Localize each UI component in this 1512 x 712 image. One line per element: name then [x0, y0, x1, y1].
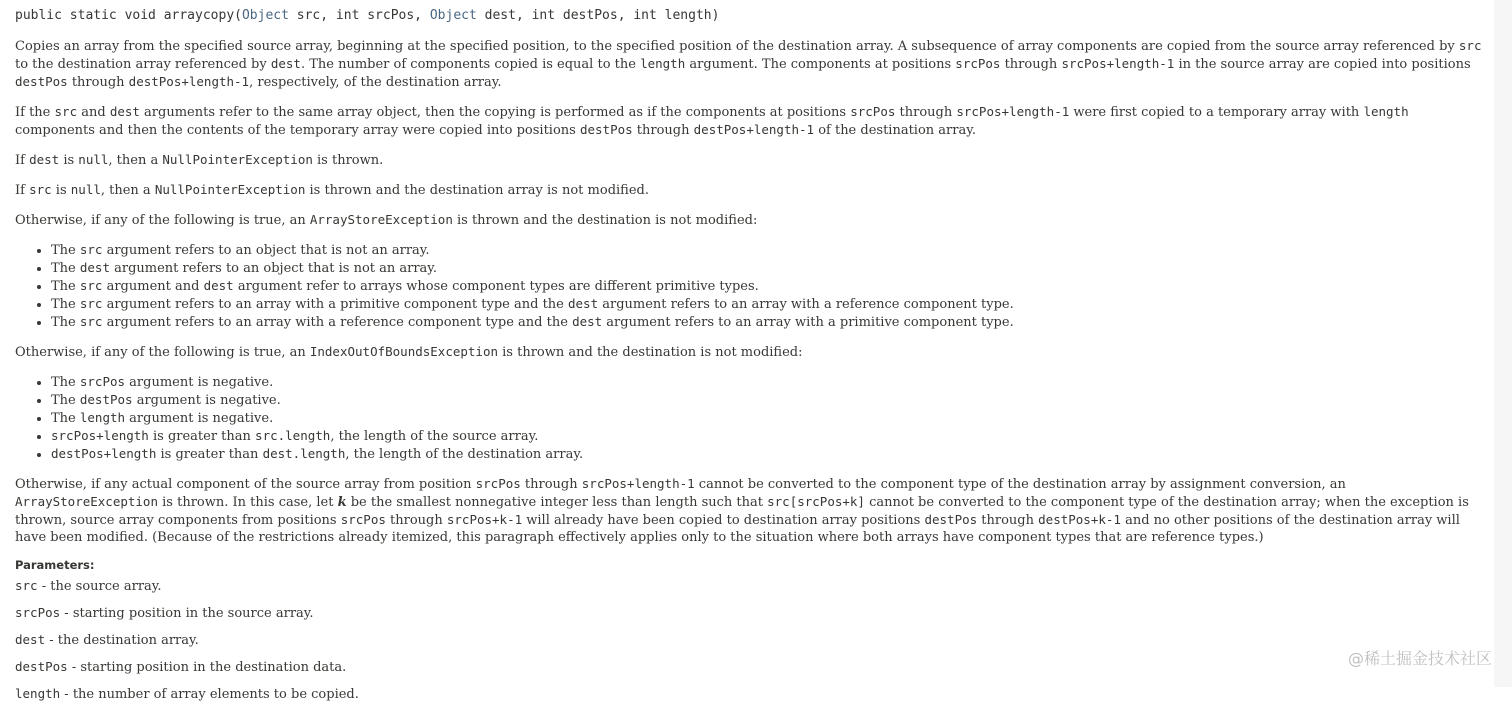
conversion-paragraph: Otherwise, if any actual component of the source array from position srcPos through srcPos+length-1 cannot be converted to the component type of the destination array by assignment conversion, an ArrayStoreException is thrown. In this case, let k be the smallest nonnegative integer less than length such that src[srcPos+k] cannot be converted to the component type of the destination array; when the exception is thrown, source array components from positions srcPos through srcPos+k-1 will already have been copied to destination array positions destPos through destPos+k-1 and no other positions of the destination array will have been modified. (Because of the restrictions already itemized, this paragraph effectively applies only to the situation where both arrays have component types that are reference types.) [15, 476, 1469, 545]
object-type-link[interactable]: Object [429, 8, 477, 23]
vertical-scrollbar[interactable] [1494, 0, 1512, 687]
null-src-paragraph: If src is null, then a NullPointerException is thrown and the destination array is not modified. [15, 182, 649, 198]
list-item: • The srcPos argument is negative. [51, 373, 1485, 391]
index-out-of-bounds-paragraph: Otherwise, if any of the following is true, an IndexOutOfBoundsException is thrown and the destination is not modified: [15, 344, 803, 360]
parameters-heading: Parameters: [15, 558, 95, 572]
parameter-item: length - the number of array elements to be copied. [15, 686, 359, 702]
index-conditions [15, 373, 1485, 463]
list-item: • The src argument and dest argument refer to arrays whose component types are different primitive types. [51, 277, 1485, 295]
method-signature: public static void arraycopy(Object src, int srcPos, Object dest, int destPos, int length) [15, 8, 720, 23]
parameters-list [15, 577, 1485, 703]
list-item: • The destPos argument is negative. [51, 391, 1485, 409]
null-dest-paragraph: If dest is null, then a NullPointerException is thrown. [15, 152, 384, 168]
parameter-item: srcPos - starting position in the source array. [15, 605, 314, 621]
method-detail [15, 7, 1485, 712]
list-item: • srcPos+length is greater than src.length, the length of the source array. [51, 427, 1485, 445]
parameter-item: src - the source array. [15, 578, 162, 594]
list-item: • destPos+length is greater than dest.length, the length of the destination array. [51, 445, 1485, 463]
object-type-link[interactable]: Object [241, 8, 289, 23]
description-paragraph: Copies an array from the specified source array, beginning at the specified position, to the specified position of the destination array. A subsequence of array components are copied from the source array referenced by src to the destination array referenced by dest. The number of components copied is equal to the length argument. The components at positions srcPos through srcPos+length-1 in the source array are copied into positions destPos through destPos+length-1, respectively, of the destination array. [15, 38, 1482, 90]
overlap-paragraph: If the src and dest arguments refer to the same array object, then the copying is performed as if the components at positions srcPos through srcPos+length-1 were first copied to a temporary array with length components and then the contents of the temporary array were copied into positions destPos through destPos+length-1 of the destination array. [15, 104, 1409, 138]
watermark: @稀土掘金技术社区 [1347, 649, 1492, 668]
list-item: • The src argument refers to an array with a primitive component type and the dest argument refers to an array with a reference component type. [51, 295, 1485, 313]
list-item: • The length argument is negative. [51, 409, 1485, 427]
list-item: • The src argument refers to an array with a reference component type and the dest argument refers to an array with a primitive component type. [51, 313, 1485, 331]
list-item: • The src argument refers to an object that is not an array. [51, 241, 1485, 259]
parameter-item: dest - the destination array. [15, 632, 199, 648]
list-item: • The dest argument refers to an object that is not an array. [51, 259, 1485, 277]
parameter-item: destPos - starting position in the destination data. [15, 659, 347, 675]
array-store-paragraph: Otherwise, if any of the following is true, an ArrayStoreException is thrown and the destination is not modified: [15, 212, 758, 228]
array-store-conditions [15, 241, 1485, 331]
